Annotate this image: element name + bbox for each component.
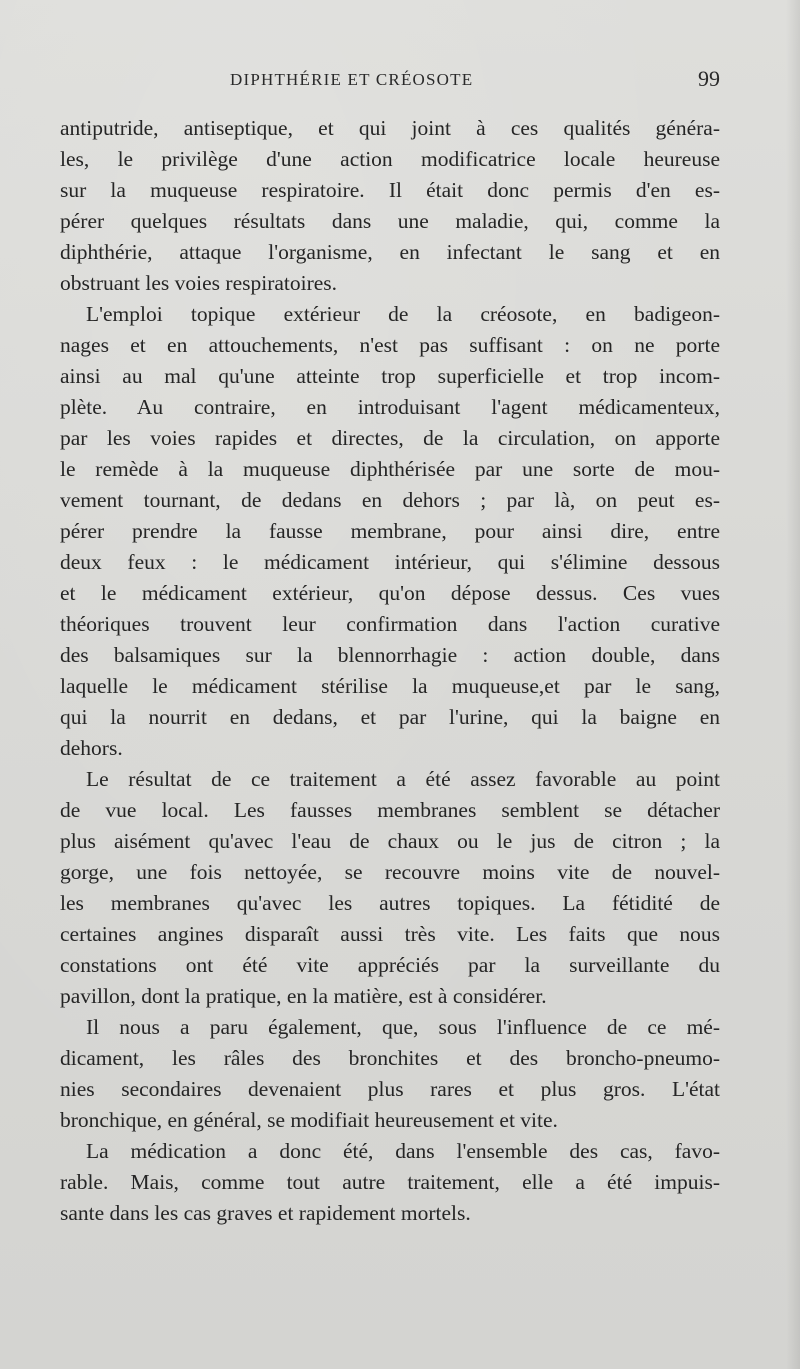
text-line: théoriques trouvent leur confirmation dans l'action curative [60,612,720,636]
text-line: sante dans les cas graves et rapidement mortels. [60,1201,471,1225]
text-line: par les voies rapides et directes, de la circulation, on apporte [60,426,720,450]
text-line: Le résultat de ce traitement a été assez favorable au point [86,767,720,791]
text-line: constations ont été vite appréciés par la surveillante du [60,953,720,977]
text-line: ainsi au mal qu'une atteinte trop superficielle et trop incom- [60,364,720,388]
text-line: L'emploi topique extérieur de la créosote, en badigeon- [86,302,720,326]
text-line: plète. Au contraire, en introduisant l'agent médicamenteux, [60,395,720,419]
text-line: vement tournant, de dedans en dehors ; par là, on peut es- [60,488,720,512]
text-line: pérer prendre la fausse membrane, pour ainsi dire, entre [60,519,720,543]
text-line: antiputride, antiseptique, et qui joint à ces qualités généra- [60,116,720,140]
page-header [60,66,720,96]
text-line: laquelle le médicament stérilise la muqueuse,et par le sang, [60,674,720,698]
text-line: et le médicament extérieur, qu'on dépose dessus. Ces vues [60,581,720,605]
text-line: diphthérie, attaque l'organisme, en infectant le sang et en [60,240,720,264]
text-line: nages et en attouchements, n'est pas suffisant : on ne porte [60,333,720,357]
text-line: plus aisément qu'avec l'eau de chaux ou le jus de citron ; la [60,829,720,853]
text-line: de vue local. Les fausses membranes semblent se détacher [60,798,720,822]
text-line: les, le privilège d'une action modificatrice locale heureuse [60,147,720,171]
text-line: bronchique, en général, se modifiait heureusement et vite. [60,1108,558,1132]
text-line: le remède à la muqueuse diphthérisée par une sorte de mou- [60,457,720,481]
text-line: gorge, une fois nettoyée, se recouvre moins vite de nouvel- [60,860,720,884]
text-line: qui la nourrit en dedans, et par l'urine, qui la baigne en [60,705,720,729]
page-edge-shadow [786,0,800,1369]
text-line: sur la muqueuse respiratoire. Il était donc permis d'en es- [60,178,720,202]
running-title: DIPHTHÉRIE ET CRÉOSOTE [230,70,474,89]
page-number: 99 [698,66,720,91]
text-line: rable. Mais, comme tout autre traitement, elle a été impuis- [60,1170,720,1194]
text-line: nies secondaires devenaient plus rares et plus gros. L'état [60,1077,720,1101]
text-line: dehors. [60,736,123,760]
text-line: pérer quelques résultats dans une maladie, qui, comme la [60,209,720,233]
text-line: deux feux : le médicament intérieur, qui s'élimine dessous [60,550,720,574]
text-line: Il nous a paru également, que, sous l'influence de ce mé- [86,1015,720,1039]
text-line: dicament, les râles des bronchites et des broncho-pneumo- [60,1046,720,1070]
text-line: des balsamiques sur la blennorrhagie : action double, dans [60,643,720,667]
text-line: certaines angines disparaît aussi très vite. Les faits que nous [60,922,720,946]
text-line: La médication a donc été, dans l'ensemble des cas, favo- [86,1139,720,1163]
text-line: obstruant les voies respiratoires. [60,271,338,295]
text-line: pavillon, dont la pratique, en la matière, est à considérer. [60,984,547,1008]
text-line: les membranes qu'avec les autres topiques. La fétidité de [60,891,720,915]
body-text [60,113,720,1229]
